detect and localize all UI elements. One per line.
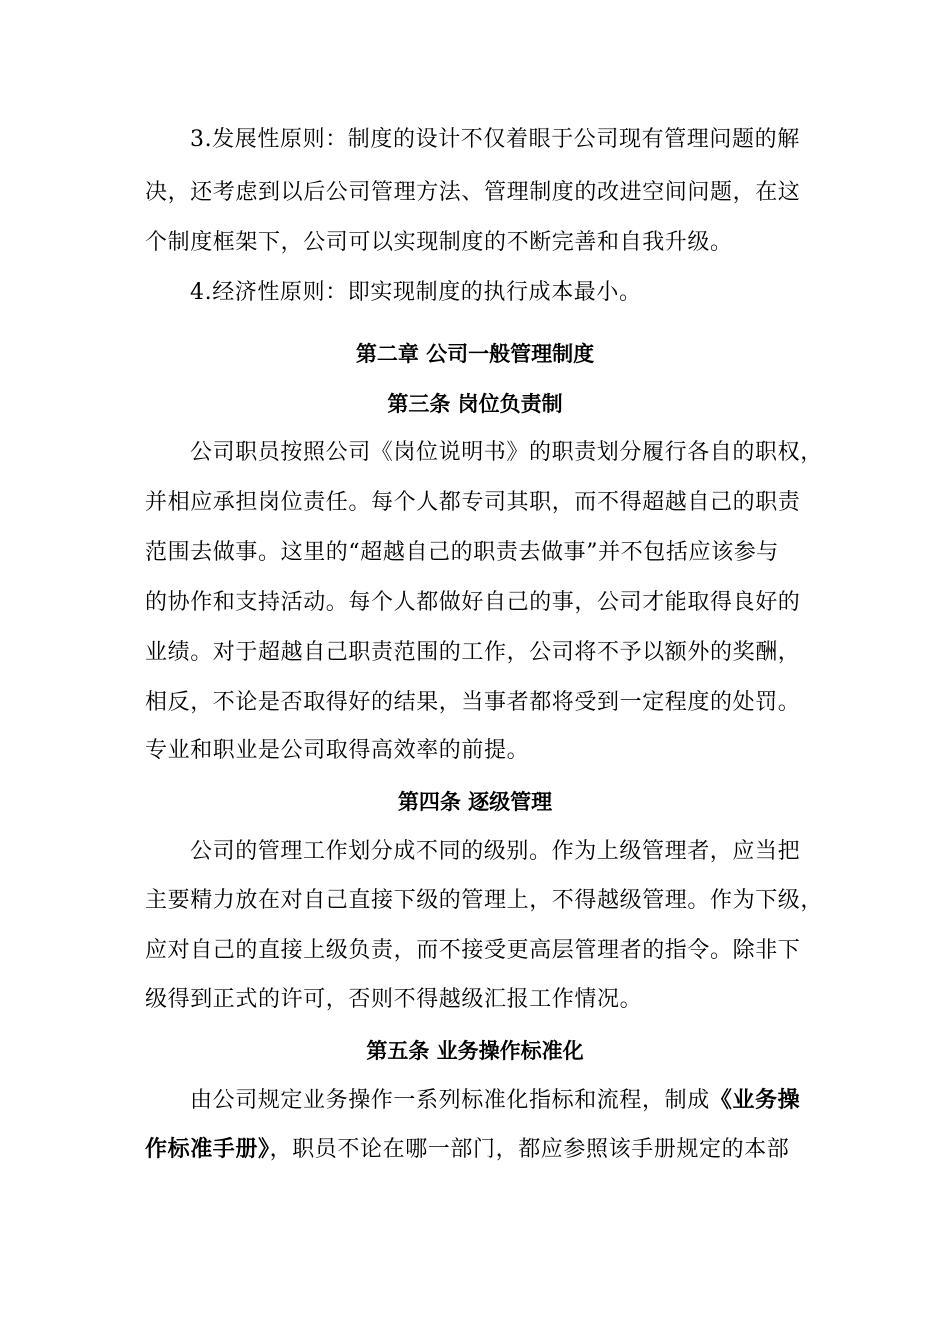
manual-title-part-2: 作标准手册》 [145,1137,270,1162]
article-4-line-2: 主要精力放在对自己直接下级的管理上，不得越级管理。作为下级， [145,888,824,913]
article-4-line-4: 级得到正式的许可，否则不得越级汇报工作情况。 [145,987,643,1012]
article-3-line-4: 的协作和支持活动。每个人都做好自己的事，公司才能取得良好的 [145,590,801,615]
article-5-line-1-text: 由公司规定业务操作一系列标准化指标和流程，制成 [190,1088,710,1113]
chapter-title: 第二章 公司一般管理制度 [355,342,595,366]
article-4-title: 第四条 逐级管理 [397,790,553,814]
article-5-title: 第五条 业务操作标准化 [366,1039,584,1063]
article-4-line-3: 应对自己的直接上级负责，而不接受更高层管理者的指令。除非下 [145,938,801,963]
article-3-line-3: 范围去做事。这里的“超越自己的职责去做事”并不包括应该参与 [145,540,779,565]
principle-3-line-2: 决，还考虑到以后公司管理方法、管理制度的改进空间问题，在这 [145,180,801,205]
principle-3-line-1: 3.发展性原则：制度的设计不仅着眼于公司现有管理问题的解 [190,127,800,152]
principle-3-line-3: 个制度框架下，公司可以实现制度的不断完善和自我升级。 [145,230,733,255]
article-5-line-1 [190,1086,870,1116]
article-3-line-7: 专业和职业是公司取得高效率的前提。 [145,738,530,763]
article-4-line-1: 公司的管理工作划分成不同的级别。作为上级管理者，应当把 [190,839,801,864]
article-3-line-6: 相反，不论是否取得好的结果，当事者都将受到一定程度的处罚。 [145,690,801,715]
article-5-line-2-text: ，职员不论在哪一部门，都应参照该手册规定的本部 [269,1137,790,1162]
article-3-line-5: 业绩。对于超越自己职责范围的工作，公司将不予以额外的奖酬， [145,640,801,665]
article-3-line-1: 公司职员按照公司《岗位说明书》的职责划分履行各自的职权， [190,440,823,465]
article-3-line-2: 并相应承担岗位责任。每个人都专司其职，而不得超越自己的职责 [145,490,801,515]
article-5-line-2 [145,1135,825,1165]
manual-title-part-1: 《业务操 [709,1088,801,1113]
article-3-title: 第三条 岗位负责制 [387,392,563,416]
principle-4-line: 4.经济性原则：即实现制度的执行成本最小。 [190,280,642,305]
